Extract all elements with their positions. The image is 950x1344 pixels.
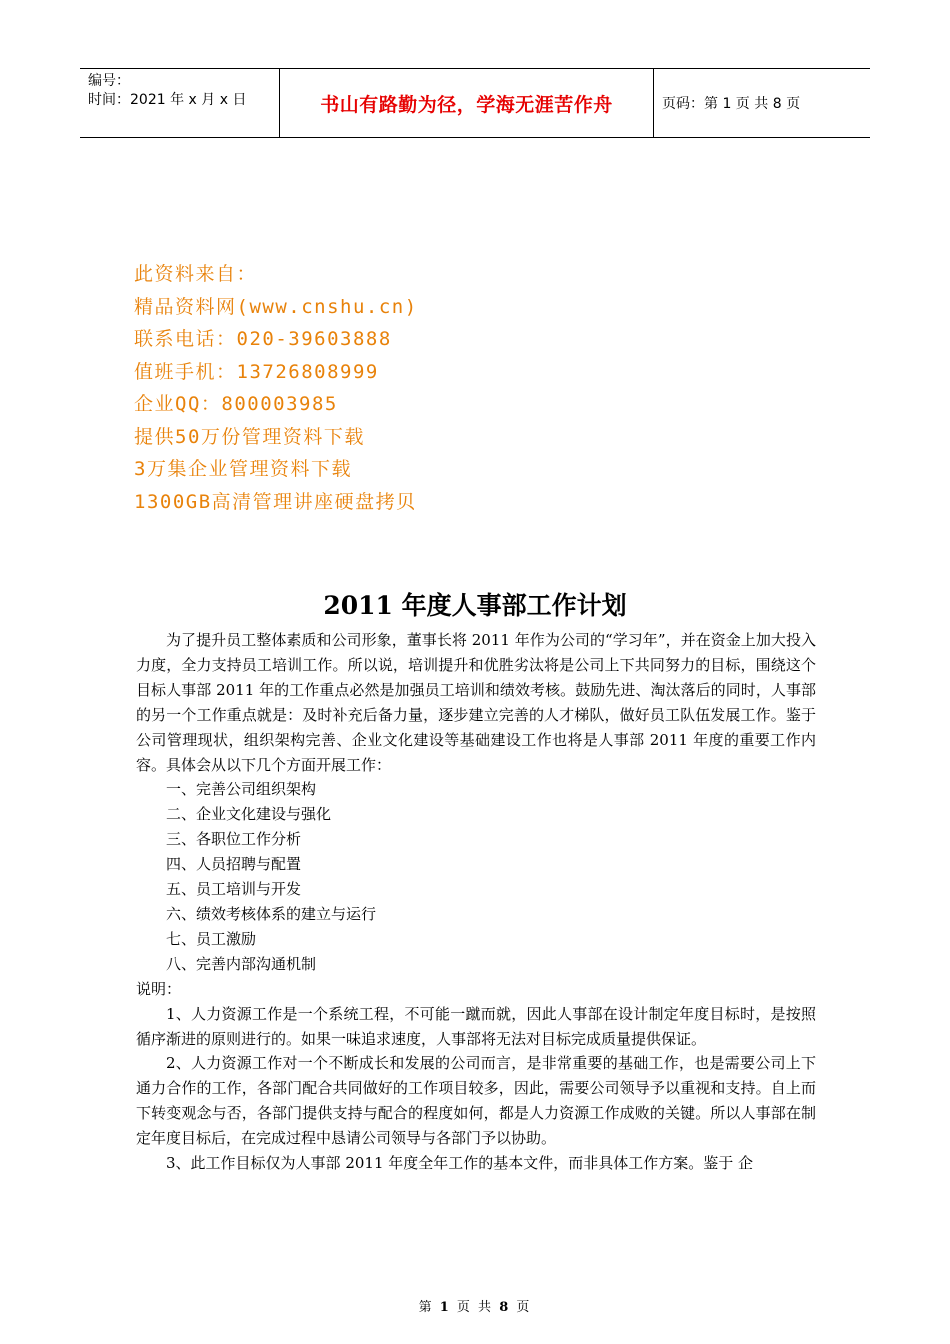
- footer-total-pages: 8: [499, 1300, 511, 1315]
- document-title: 2011 年度人事部工作计划: [323, 591, 627, 620]
- footer-current-page: 1: [439, 1300, 451, 1315]
- promo-line: 值班手机：13726808999: [134, 360, 379, 383]
- header-info-cell: [80, 69, 280, 137]
- promo-block: [134, 258, 418, 518]
- plan-item: 二、企业文化建设与强化: [166, 805, 332, 824]
- footer-suffix: 页: [510, 1300, 532, 1315]
- note-paragraph: 3、此工作目标仅为人事部 2011 年度全年工作的基本文件，而非具体工作方案。鉴于 企: [166, 1154, 754, 1173]
- intro-paragraph: 为了提升员工整体素质和公司形象，董事长将 2011 年作为公司的“学习年”，并在资金上加大投入力度，全力支持员工培训工作。所以说，培训提升和优胜劣汰将是公司上下共同努力的目标，围绕这个目标人事部 2011 年的工作重点必然是加强员工培训和绩效考核。鼓励先进、淘汰落后的同时，人事部的另一个工作重点就是：及时补充后备力量，逐步建立完善的人才梯队，做好员工队伍发展工作。鉴于公司管理现状，组织架构完善、企业文化建设等基础建设工作也将是人事部 2011 年度的重要工作内容。具体会从以下几个方面开展工作：: [136, 631, 816, 774]
- promo-line: 1300GB高清管理讲座硬盘拷贝: [134, 490, 417, 513]
- document-body: [136, 628, 816, 1176]
- header-motto: 书山有路勤为径，学海无涯苦作舟: [280, 69, 654, 137]
- note-label: 说明：: [136, 979, 182, 998]
- footer-prefix: 第: [418, 1300, 440, 1315]
- document-header: [80, 68, 870, 138]
- note-paragraph: 1、人力资源工作是一个系统工程，不可能一蹴而就，因此人事部在设计制定年度目标时，是按照循序渐进的原则进行的。如果一味追求速度，人事部将无法对目标完成质量提供保证。: [136, 1004, 816, 1048]
- header-page-info: 页码：第 1 页 共 8 页: [662, 96, 801, 112]
- plan-item: 七、员工激励: [166, 929, 257, 948]
- promo-line: 提供50万份管理资料下载: [134, 425, 365, 448]
- plan-item: 六、绩效考核体系的建立与运行: [166, 904, 377, 923]
- plan-item: 一、完善公司组织架构: [166, 780, 317, 799]
- plan-item: 三、各职位工作分析: [166, 830, 302, 849]
- document-time-label: 时间：2021 年 x 月 x 日: [88, 92, 247, 108]
- page-footer: [0, 1296, 950, 1315]
- promo-line: 此资料来自：: [134, 263, 258, 285]
- document-number-label: 编号：: [88, 73, 130, 89]
- footer-middle: 页 共: [450, 1300, 500, 1315]
- promo-line: 精品资料网(www.cnshu.cn): [134, 295, 418, 318]
- plan-item: 五、员工培训与开发: [166, 880, 302, 899]
- promo-line: 联系电话：020-39603888: [134, 328, 392, 350]
- plan-item: 四、人员招聘与配置: [166, 855, 302, 874]
- promo-line: 企业QQ：800003985: [134, 393, 338, 415]
- promo-line: 3万集企业管理资料下载: [134, 458, 352, 480]
- plan-item: 八、完善内部沟通机制: [166, 954, 317, 973]
- note-paragraph: 2、人力资源工作对一个不断成长和发展的公司而言，是非常重要的基础工作，也是需要公司上下通力合作的工作，各部门配合共同做好的工作项目较多，因此，需要公司领导予以重视和支持。自上而下转变观念与否，各部门提供支持与配合的程度如何，都是人力资源工作成败的关键。所以人事部在制定年度目标后，在完成过程中恳请公司领导与各部门予以协助。: [136, 1054, 816, 1148]
